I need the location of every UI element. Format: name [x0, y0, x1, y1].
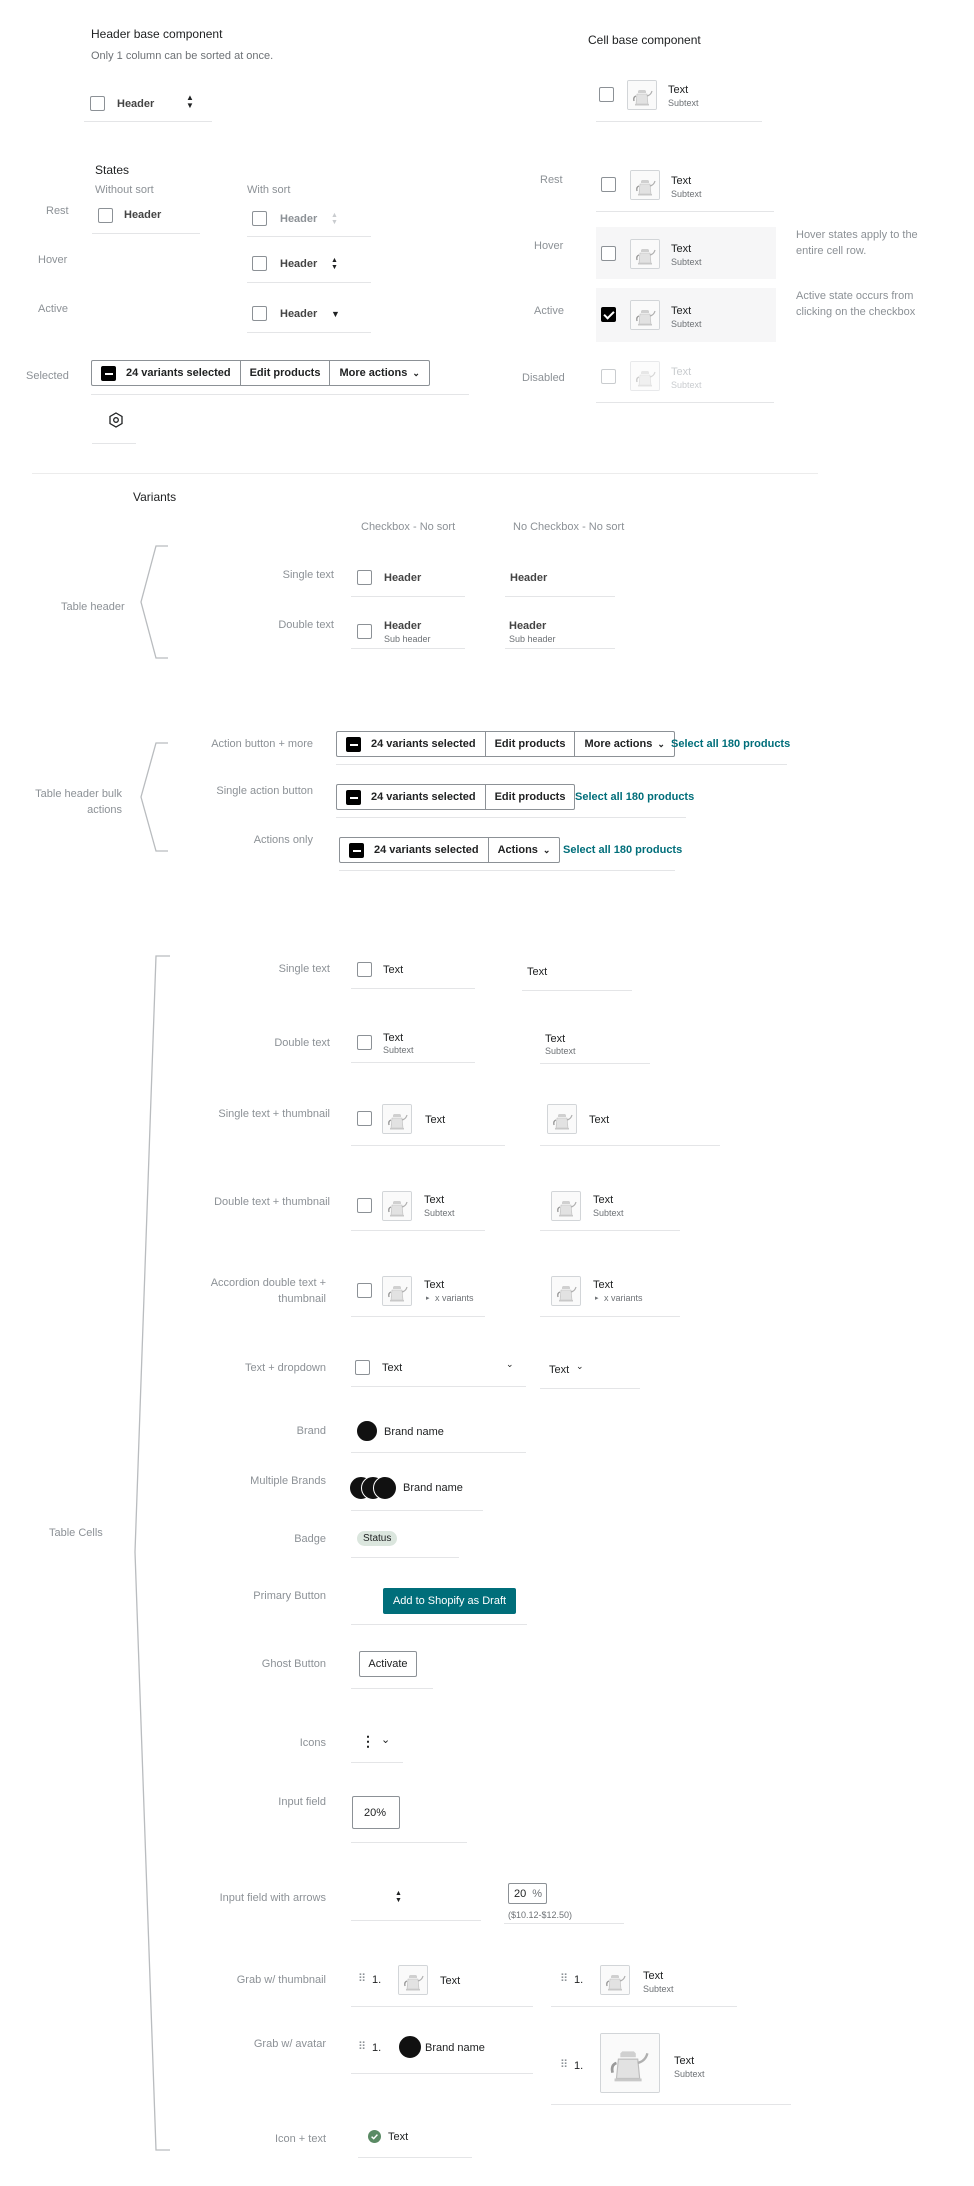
header-checkbox[interactable]: [252, 211, 267, 226]
state-active-label: Active: [38, 303, 68, 315]
divider: [596, 402, 774, 403]
cell-checkbox[interactable]: [357, 1111, 372, 1126]
kettle-thumbnail: [551, 1276, 581, 1306]
row-label: Grab w/ avatar: [253, 2038, 326, 2050]
header-checkbox[interactable]: [252, 256, 267, 271]
cell-text: Text: [589, 1114, 610, 1126]
header-base-title: Header base component: [91, 27, 223, 41]
row-label: Grab w/ thumbnail: [236, 1974, 326, 1986]
sub-header-label: Sub header: [509, 634, 556, 644]
cell-text: Text: [593, 1279, 614, 1291]
divider: [540, 1063, 650, 1064]
with-sort-label: With sort: [247, 184, 291, 196]
cell-subtext: Subtext: [671, 189, 702, 199]
divider: [92, 233, 200, 234]
row-label: Input field with arrows: [219, 1892, 326, 1904]
divider: [596, 121, 762, 122]
table-cells-group-label: Table Cells: [49, 1527, 103, 1539]
kettle-thumbnail: [382, 1276, 412, 1306]
divider: [540, 1145, 720, 1146]
cell-subtext: Subtext: [674, 2069, 705, 2079]
caret-icon[interactable]: ▸: [595, 1295, 599, 1302]
header-label[interactable]: Header: [280, 213, 318, 225]
more-vertical-icon[interactable]: ⋮: [361, 1733, 375, 1749]
divider: [351, 2006, 533, 2007]
cell-text: Text: [383, 964, 404, 976]
divider: [336, 817, 686, 818]
kettle-thumbnail: [547, 1104, 577, 1134]
row-label: Single text: [278, 963, 330, 975]
divider: [522, 990, 632, 991]
kettle-thumbnail: [398, 1965, 428, 1995]
cell-text: Text: [383, 1032, 404, 1044]
sub-header-label: Sub header: [384, 634, 431, 644]
variant-count: x variants: [435, 1293, 474, 1303]
states-title: States: [95, 163, 130, 177]
kettle-thumbnail: [627, 80, 657, 110]
status-badge: Status: [357, 1531, 397, 1546]
cell-subtext: Subtext: [671, 257, 702, 267]
row-number: 1.: [574, 1974, 584, 1986]
brand-name: Brand name: [403, 1482, 463, 1494]
divider: [351, 1510, 483, 1511]
row-label: Single text + thumbnail: [218, 1108, 330, 1120]
bracket-icon: [138, 544, 172, 660]
kettle-thumbnail: [630, 170, 660, 200]
dropdown-value[interactable]: Text: [382, 1362, 403, 1374]
divider: [351, 596, 465, 597]
disabled-checkbox: [601, 369, 616, 384]
kettle-thumbnail: [551, 1191, 581, 1221]
chevron-down-icon[interactable]: ⌄: [381, 1734, 391, 1746]
row-label: Accordion double text + thumbnail: [210, 1277, 326, 1305]
divider: [540, 1230, 680, 1231]
row-label: Single action button: [216, 785, 313, 797]
cell-text: Text: [671, 243, 692, 255]
brand-name: Brand name: [425, 2042, 485, 2054]
row-label: Primary Button: [253, 1590, 326, 1602]
cell-subtext: Subtext: [668, 98, 699, 108]
active-note: Active state occurs from clicking on the checkbox: [796, 290, 916, 318]
row-label: Double text + thumbnail: [214, 1196, 330, 1208]
bracket-icon: [132, 954, 174, 2154]
kettle-thumbnail: [600, 2033, 660, 2093]
divider: [91, 394, 469, 395]
kettle-thumbnail: [630, 239, 660, 269]
variant-count: x variants: [604, 1293, 643, 1303]
actions-button[interactable]: Actions ⌄: [497, 844, 551, 856]
drag-handle-icon[interactable]: ⠿: [560, 1973, 568, 1985]
hover-note: Hover states apply to the entire cell row.: [796, 229, 918, 257]
caret-icon[interactable]: ▸: [426, 1295, 430, 1302]
cell-text: Text: [424, 1194, 445, 1206]
state-active-label: Active: [534, 305, 564, 317]
cell-subtext: Subtext: [424, 1208, 455, 1218]
divider: [351, 1386, 526, 1387]
divider: [351, 1920, 481, 1921]
brand-avatar: [373, 1476, 397, 1500]
state-selected-label: Selected: [26, 370, 69, 382]
cell-text: Text: [668, 84, 689, 96]
cell-text: Text: [674, 2055, 695, 2067]
indeterminate-checkbox[interactable]: [346, 737, 361, 752]
bulk-actions-bar: [91, 360, 430, 386]
state-rest-label: Rest: [540, 174, 563, 186]
more-actions-button[interactable]: More actions ⌄: [339, 367, 420, 379]
header-label[interactable]: Header: [280, 258, 318, 270]
indeterminate-checkbox[interactable]: [346, 790, 361, 805]
header-checkbox[interactable]: [90, 96, 105, 111]
cell-text: Text: [388, 2131, 409, 2143]
cell-subtext: Subtext: [671, 319, 702, 329]
drag-handle-icon[interactable]: ⠿: [560, 2059, 568, 2071]
chevron-down-icon[interactable]: ⌄: [576, 1361, 584, 1371]
divider: [336, 764, 787, 765]
select-all-link[interactable]: Select all 180 products: [671, 738, 791, 750]
divider: [247, 236, 371, 237]
state-disabled-label: Disabled: [522, 372, 565, 384]
row-label: Actions only: [253, 834, 313, 846]
row-label: Multiple Brands: [250, 1475, 326, 1487]
divider: [351, 1557, 459, 1558]
selected-count[interactable]: 24 variants selected: [340, 838, 489, 862]
sort-icon[interactable]: ▲ ▼: [331, 257, 338, 271]
cell-checkbox[interactable]: [357, 1283, 372, 1298]
state-hover-label: Hover: [534, 240, 564, 252]
row-label: Action button + more: [211, 738, 313, 750]
divider: [540, 1316, 680, 1317]
divider: [351, 1688, 433, 1689]
cell-subtext: Subtext: [643, 1984, 674, 1994]
header-label[interactable]: Header: [509, 620, 547, 632]
divider: [504, 1923, 624, 1924]
row-number: 1.: [372, 1974, 382, 1986]
divider: [247, 332, 371, 333]
select-all-link[interactable]: Select all 180 products: [575, 791, 695, 803]
bulk-group-label: Table header bulk actions: [35, 788, 122, 816]
cell-text: Text: [527, 966, 548, 978]
row-label: Icons: [299, 1737, 326, 1749]
cell-text: Text: [424, 1279, 445, 1291]
checked-checkbox[interactable]: [601, 307, 616, 322]
divider: [339, 870, 675, 871]
cell-checkbox[interactable]: [357, 1035, 372, 1050]
edit-products-button[interactable]: Edit products: [486, 732, 576, 756]
more-actions-button[interactable]: More actions ⌄: [584, 738, 665, 750]
drag-handle-icon[interactable]: ⠿: [358, 2041, 366, 2053]
without-sort-label: Without sort: [95, 184, 154, 196]
add-to-shopify-button[interactable]: Add to Shopify as Draft: [383, 1588, 516, 1614]
row-label: Brand: [296, 1425, 326, 1437]
divider: [351, 1316, 485, 1317]
divider: [351, 1230, 485, 1231]
sort-icon[interactable]: ▲ ▼: [331, 212, 338, 226]
cell-subtext: Subtext: [593, 1208, 624, 1218]
cell-checkbox[interactable]: [601, 246, 616, 261]
cell-checkbox[interactable]: [357, 1198, 372, 1213]
cell-checkbox[interactable]: [355, 1360, 370, 1375]
brand-name: Brand name: [384, 1426, 444, 1438]
divider: [351, 648, 465, 649]
row-label: Double text: [274, 1037, 330, 1049]
divider: [540, 1388, 640, 1389]
row-label: Badge: [294, 1533, 326, 1545]
divider: [351, 1624, 527, 1625]
kettle-thumbnail: [382, 1104, 412, 1134]
settings-icon[interactable]: [108, 412, 124, 431]
bulk-actions-bar: [336, 731, 675, 757]
header-label[interactable]: Header: [510, 572, 548, 584]
header-checkbox[interactable]: [252, 306, 267, 321]
divider: [351, 1762, 403, 1763]
chevron-down-icon: ⌄: [657, 738, 665, 749]
cell-text: Text: [671, 175, 692, 187]
header-checkbox[interactable]: [98, 208, 113, 223]
divider: [351, 1062, 475, 1063]
header-label[interactable]: Header: [124, 209, 162, 221]
price-range: ($10.12-$12.50): [508, 1910, 573, 1920]
brand-avatar: [356, 1420, 378, 1442]
cell-text: Text: [671, 366, 692, 378]
header-base-desc: Only 1 column can be sorted at once.: [91, 50, 274, 62]
dropdown-value[interactable]: Text: [549, 1364, 570, 1376]
variants-title: Variants: [133, 490, 177, 504]
header-label[interactable]: Header: [117, 98, 155, 110]
state-hover-label: Hover: [38, 254, 68, 266]
row-number: 1.: [574, 2060, 584, 2072]
divider: [551, 2006, 737, 2007]
row-number: 1.: [372, 2042, 382, 2054]
bulk-actions-bar: [336, 784, 575, 810]
cell-subtext: Subtext: [383, 1045, 414, 1055]
check-circle-icon: [368, 2130, 381, 2146]
percentage-input[interactable]: 20%: [352, 1796, 400, 1829]
kettle-thumbnail: [382, 1191, 412, 1221]
divider: [351, 1452, 526, 1453]
cell-text: Text: [425, 1114, 446, 1126]
drag-handle-icon[interactable]: ⠿: [358, 1973, 366, 1985]
divider: [505, 648, 615, 649]
divider: [358, 2157, 472, 2158]
table-header-group-label: Table header: [61, 601, 125, 613]
cell-text: Text: [671, 305, 692, 317]
cell-text: Text: [545, 1033, 566, 1045]
indeterminate-checkbox[interactable]: [349, 843, 364, 858]
header-label[interactable]: Header: [280, 308, 318, 320]
cell-text: Text: [440, 1975, 461, 1987]
kettle-thumbnail: [630, 300, 660, 330]
number-input[interactable]: 20 %: [508, 1883, 547, 1904]
row-label: Icon + text: [274, 2133, 326, 2145]
cell-subtext: Subtext: [545, 1046, 576, 1056]
divider: [351, 2073, 533, 2074]
divider: [505, 596, 615, 597]
divider: [247, 282, 371, 283]
row-label: Double text: [278, 619, 334, 631]
cell-text: Text: [643, 1970, 664, 1982]
activate-button[interactable]: Activate: [359, 1651, 417, 1677]
header-checkbox[interactable]: [357, 570, 372, 585]
divider: [351, 1145, 505, 1146]
divider: [596, 211, 774, 212]
kettle-thumbnail: [630, 361, 660, 391]
cell-text: Text: [593, 1194, 614, 1206]
selected-count[interactable]: 24 variants selected: [337, 785, 486, 809]
kettle-thumbnail: [600, 1965, 630, 1995]
row-label: Single text: [282, 569, 334, 581]
chevron-down-icon: ⌄: [412, 367, 420, 378]
chevron-down-icon[interactable]: ⌄: [506, 1359, 514, 1369]
header-label[interactable]: Header: [384, 572, 422, 584]
cell-checkbox[interactable]: [599, 87, 614, 102]
header-label[interactable]: Header: [384, 620, 422, 632]
divider: [551, 2104, 791, 2105]
sort-down-icon[interactable]: ▼: [331, 309, 340, 319]
edit-products-button[interactable]: Edit products: [494, 791, 566, 803]
header-checkbox[interactable]: [357, 624, 372, 639]
col-checkbox-label: Checkbox - No sort: [361, 521, 456, 533]
row-label: Text + dropdown: [244, 1362, 326, 1374]
bracket-icon: [138, 741, 172, 853]
edit-products-button[interactable]: Edit products: [241, 361, 331, 385]
cell-subtext: Subtext: [671, 380, 702, 390]
cell-checkbox[interactable]: [357, 962, 372, 977]
row-label: Input field: [278, 1796, 326, 1808]
cell-base-title: Cell base component: [588, 33, 701, 47]
row-label: Ghost Button: [261, 1658, 326, 1670]
brand-avatar: [398, 2035, 422, 2059]
selected-count[interactable]: 24 variants selected: [92, 361, 241, 385]
selected-count[interactable]: 24 variants selected: [337, 732, 486, 756]
stepper-arrows-icon[interactable]: ▲ ▼: [395, 1890, 402, 1904]
divider: [84, 121, 212, 122]
indeterminate-checkbox[interactable]: [101, 366, 116, 381]
chevron-down-icon: ⌄: [542, 844, 551, 855]
divider: [351, 1842, 467, 1843]
state-rest-label: Rest: [46, 205, 69, 217]
bulk-actions-bar: [339, 837, 560, 863]
divider: [351, 988, 475, 989]
sort-icon[interactable]: ▲ ▼: [186, 93, 194, 110]
select-all-link[interactable]: Select all 180 products: [563, 844, 683, 856]
col-nocheckbox-label: No Checkbox - No sort: [513, 521, 625, 533]
section-divider: [32, 473, 818, 474]
cell-checkbox[interactable]: [601, 177, 616, 192]
divider: [92, 443, 136, 444]
